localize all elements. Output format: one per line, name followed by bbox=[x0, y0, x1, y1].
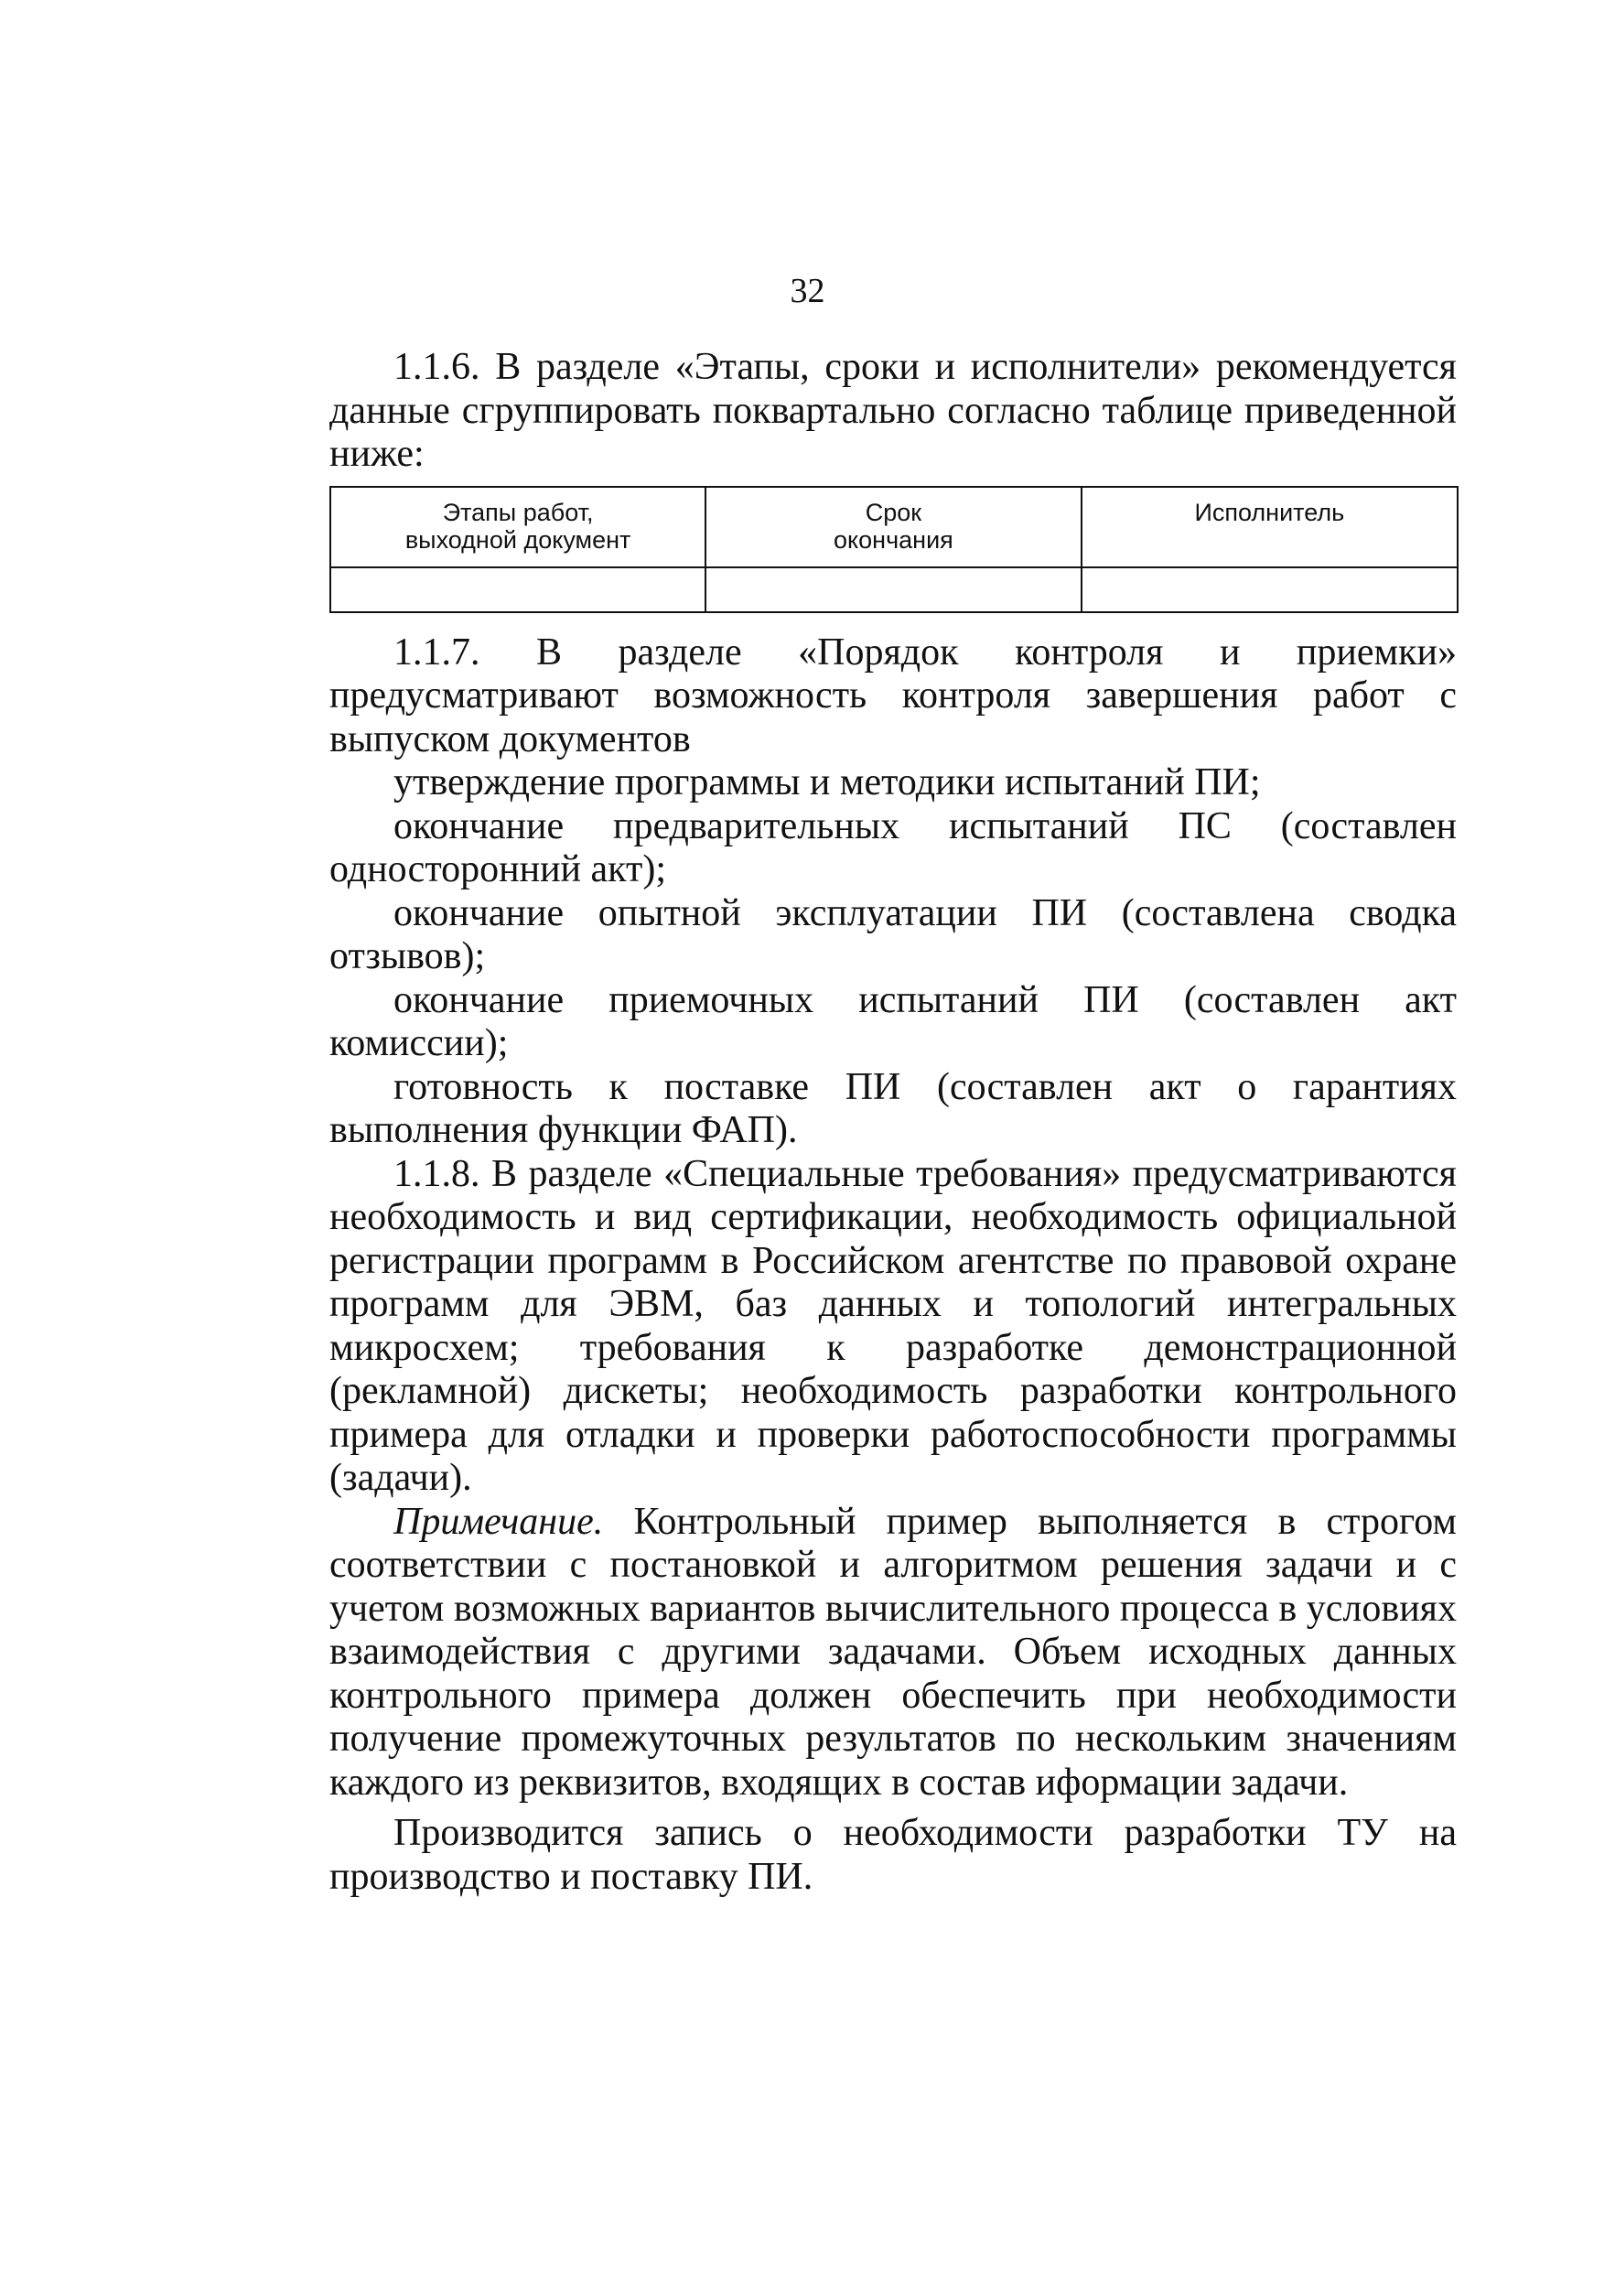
table-row bbox=[330, 567, 1458, 612]
note-paragraph bbox=[329, 1501, 1457, 1806]
note-label: Примечание. bbox=[393, 1500, 604, 1543]
table-cell bbox=[1082, 567, 1458, 612]
table-cell bbox=[705, 567, 1081, 612]
list-item: готовность к поставке ПИ (составлен акт о гарантиях выполнения функции ФАП). bbox=[329, 1065, 1457, 1151]
document-body bbox=[329, 346, 1457, 1899]
header-stages: Этапы работ, выходной документ bbox=[330, 487, 705, 567]
page-number: 32 bbox=[790, 272, 825, 310]
header-deadline: Срок окончания bbox=[705, 487, 1081, 567]
list-item: окончание предварительных испытаний ПС (составлен односторонний акт); bbox=[329, 804, 1457, 890]
stages-table bbox=[329, 486, 1459, 613]
note-text: Контрольный пример выполняется в строгом соответствии с постановкой и алгоритмом решения задачи и с учетом возможных вариантов вычислительного процесса в условиях взаимодействия с другими задачами. Объем исходных данных контрольного примера должен обеспечить при необходимости получение промежуточных результатов по нескольким значениям каждого из реквизитов, входящих в состав иформации задачи. bbox=[329, 1500, 1457, 1804]
header-executor: Исполнитель bbox=[1082, 487, 1458, 567]
table-header-row bbox=[330, 487, 1458, 567]
final-paragraph: Производится запись о необходимости разработки ТУ на производство и поставку ПИ. bbox=[329, 1812, 1457, 1898]
paragraph-1-1-7: 1.1.7. В разделе «Порядок контроля и приемки» предусматривают возможность контроля завершения работ с выпуском документов bbox=[329, 631, 1457, 760]
list-item: окончание приемочных испытаний ПИ (составлен акт комиссии); bbox=[329, 978, 1457, 1064]
paragraph-1-1-8: 1.1.8. В разделе «Специальные требования» предусматриваются необходимость и вид сертификации, необходимость официальной регистрации программ в Российском агентстве по правовой охране программ для ЭВМ, баз данных и топологий интегральных микросхем; требования к разработке демонстрационной (рекламной) дискеты; необходимость разработки контрольного примера для отладки и проверки работоспособности программы (задачи). bbox=[329, 1152, 1457, 1499]
table-cell bbox=[330, 567, 705, 612]
list-item: окончание опытной эксплуатации ПИ (составлена сводка отзывов); bbox=[329, 891, 1457, 977]
paragraph-1-1-6: 1.1.6. В разделе «Этапы, сроки и исполнители» рекомендуется данные сгруппировать поквартально согласно таблице приведенной ниже: bbox=[329, 346, 1457, 475]
list-item: утверждение программы и методики испытаний ПИ; bbox=[393, 761, 1261, 803]
